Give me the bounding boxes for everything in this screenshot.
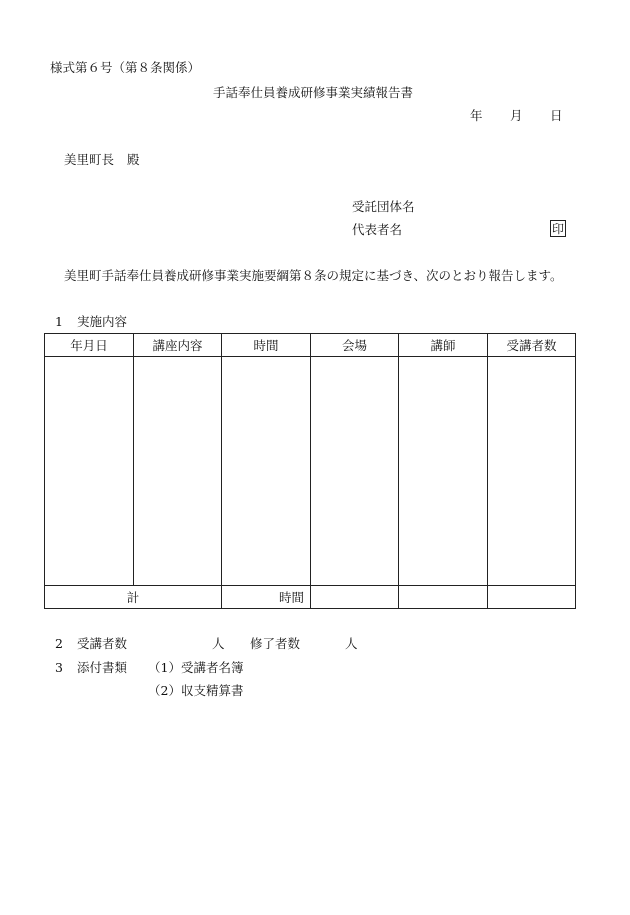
total-label: 計 — [45, 586, 222, 609]
table-header-row — [45, 334, 576, 357]
section2-line — [55, 638, 555, 651]
org-name-label: 受託団体名 — [352, 199, 415, 214]
cell-time[interactable] — [222, 357, 311, 586]
cell-attendees[interactable] — [488, 357, 576, 586]
attachment-item: （1）受講者名簿 — [148, 660, 244, 675]
date-day: 日 — [550, 108, 563, 123]
section1-number: 1 — [55, 314, 63, 329]
date-year: 年 — [470, 108, 483, 123]
cell-course[interactable] — [134, 357, 222, 586]
addressee — [64, 154, 140, 167]
header-attendees: 受講者数 — [488, 334, 576, 357]
document-title: 手話奉仕員養成研修事業実績報告書 — [213, 85, 414, 100]
section1-label: 実施内容 — [77, 314, 128, 329]
cell-instructor[interactable] — [399, 357, 488, 586]
header-venue: 会場 — [311, 334, 399, 357]
section2-number: 2 — [55, 636, 63, 651]
representative-label: 代表者名 — [352, 222, 403, 237]
section1-heading — [55, 316, 127, 329]
graduates-label: 修了者数 — [250, 636, 301, 651]
form-number: 様式第６号（第８条関係） — [50, 60, 201, 75]
section3-number: 3 — [55, 660, 63, 675]
cell-venue[interactable] — [311, 357, 399, 586]
total-hours: 時間 — [222, 586, 311, 609]
section3-label: 添付書類 — [77, 660, 128, 675]
date-month: 月 — [510, 108, 523, 123]
section2-label: 受講者数 — [77, 636, 128, 651]
total-row — [45, 586, 576, 609]
total-venue[interactable] — [311, 586, 399, 609]
graduates-unit: 人 — [345, 636, 358, 651]
header-time: 時間 — [222, 334, 311, 357]
header-course: 講座内容 — [134, 334, 222, 357]
addressee-honorific: 殿 — [127, 152, 140, 167]
header-date: 年月日 — [45, 334, 134, 357]
attachment-item: （2）収支精算書 — [148, 683, 244, 698]
seal-mark: 印 — [551, 221, 564, 236]
implementation-table — [44, 333, 576, 609]
report-statement: 美里町手話奉仕員養成研修事業実施要綱第８条の規定に基づき、次のとおり報告します。 — [64, 268, 563, 283]
header-instructor: 講師 — [399, 334, 488, 357]
section3-line — [55, 662, 555, 675]
total-instructor[interactable] — [399, 586, 488, 609]
cell-date[interactable] — [45, 357, 134, 586]
table-row — [45, 357, 576, 586]
total-attendees[interactable] — [488, 586, 576, 609]
attendees-unit: 人 — [212, 636, 225, 651]
addressee-name: 美里町長 — [64, 152, 115, 167]
